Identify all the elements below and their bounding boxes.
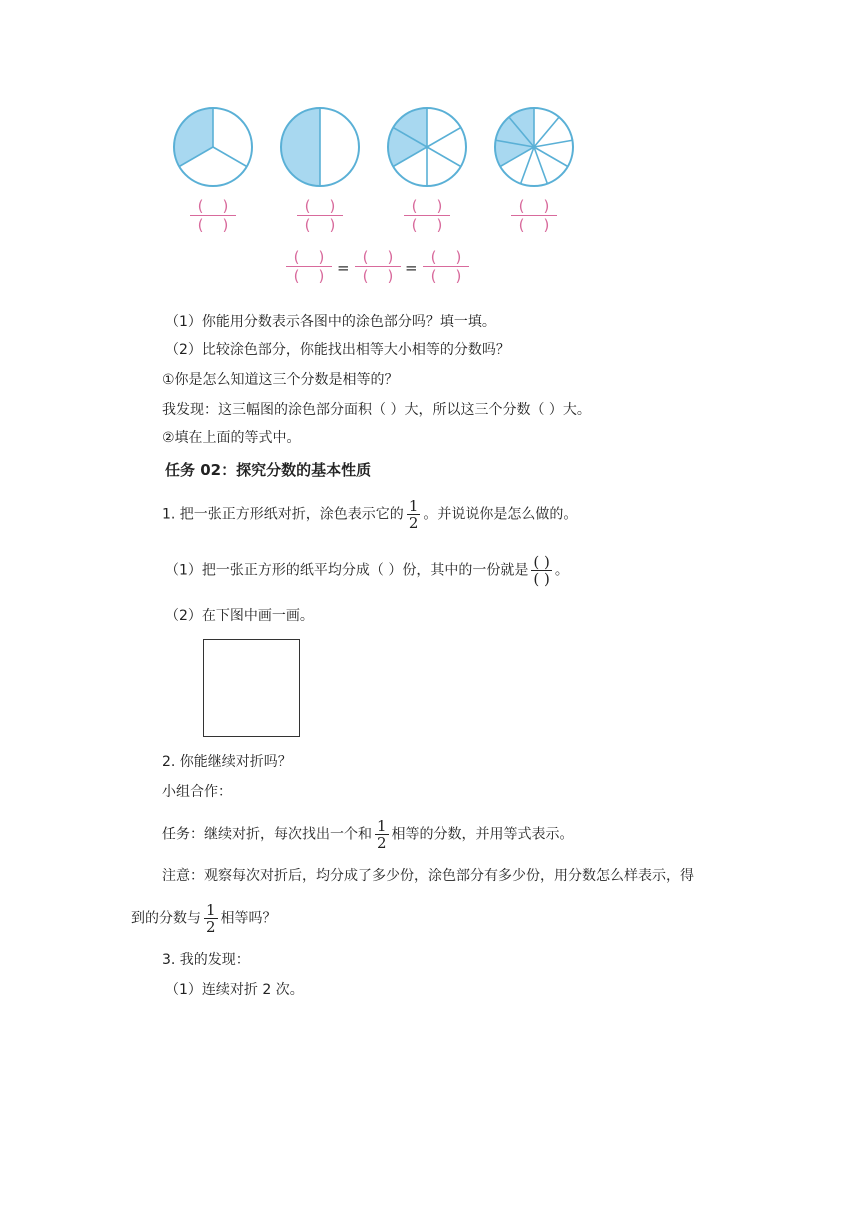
blank-denominator: ( ): [197, 216, 229, 234]
fraction-denominator: 2: [377, 834, 387, 852]
blank-fraction: [531, 554, 551, 587]
note-line-2: [131, 902, 277, 935]
blank-fraction-1: [190, 197, 236, 234]
pie-1: [174, 108, 252, 186]
blank-denominator: ( ): [430, 267, 462, 285]
note-line-2-end: 相等吗？: [220, 910, 277, 927]
equation-fraction-1: [286, 248, 332, 285]
task-text-end: 相等的分数，并用等式表示。: [391, 826, 574, 843]
group-work-label: 小组合作：: [162, 784, 232, 800]
drawing-square: [203, 639, 300, 737]
fraction-numerator: 1: [408, 497, 419, 515]
shaded-sector: [281, 108, 320, 186]
blank-numerator: ( ): [404, 197, 450, 216]
item-3: 3. 我的发现：: [162, 952, 250, 968]
blank-fraction-2: [297, 197, 343, 234]
blank-numerator: ( ): [286, 248, 332, 267]
note-line-1: 注意：观察每次对折后，均分成了多少份，涂色部分有多少份，用分数怎么样表示，得: [162, 868, 694, 884]
pie-3: [388, 108, 466, 186]
fraction-numerator: ( ): [533, 553, 550, 571]
fraction-numerator: 1: [206, 901, 216, 919]
blank-denominator: ( ): [362, 267, 394, 285]
sector-divider: [213, 147, 247, 167]
question-2a: ①你是怎么知道这三个分数是相等的？: [162, 372, 399, 388]
task-02-title: 任务 02：探究分数的基本性质: [165, 461, 372, 479]
fraction-one-half: [375, 818, 389, 851]
item-1-text-end: 。并说说你是怎么做的。: [423, 506, 578, 523]
item-1-1-end: 。: [554, 562, 569, 579]
blank-denominator: ( ): [411, 216, 443, 234]
blank-denominator: ( ): [518, 216, 550, 234]
fraction-one-half: [407, 498, 421, 531]
sector-divider: [534, 147, 568, 167]
fraction-one-half: [204, 902, 218, 935]
task-text-start: 任务：继续对折，每次找出一个和: [162, 826, 372, 843]
fraction-denominator: 2: [206, 918, 216, 936]
fraction-denominator: 2: [408, 514, 419, 532]
equation-fraction-3: [423, 248, 469, 285]
blank-numerator: ( ): [190, 197, 236, 216]
sector-divider: [427, 147, 461, 167]
equals-sign-2: =: [405, 259, 418, 277]
blank-numerator: ( ): [423, 248, 469, 267]
blank-denominator: ( ): [293, 267, 325, 285]
fraction-denominator: ( ): [533, 570, 550, 588]
blank-numerator: ( ): [297, 197, 343, 216]
sector-divider: [534, 147, 547, 184]
equation-fraction-2: [355, 248, 401, 285]
blank-numerator: ( ): [511, 197, 557, 216]
blank-fraction-3: [404, 197, 450, 234]
item-2: 2. 你能继续对折吗？: [162, 754, 292, 770]
blank-numerator: ( ): [355, 248, 401, 267]
question-2b: ②填在上面的等式中。: [162, 430, 301, 446]
item-1: [162, 498, 577, 531]
item-1-1: [165, 554, 569, 587]
pie-2: [281, 108, 359, 186]
question-2: （2）比较涂色部分，你能找出相等大小相等的分数吗？: [165, 342, 510, 358]
item-1-1-text: （1）把一张正方形的纸平均分成（ ）份，其中的一份就是: [165, 562, 529, 579]
sector-divider: [427, 128, 461, 148]
task-text: [162, 818, 574, 851]
item-1-text: 1. 把一张正方形纸对折，涂色表示它的: [162, 506, 404, 523]
fraction-numerator: 1: [377, 817, 387, 835]
equals-sign-1: =: [337, 259, 350, 277]
discovery-text: 我发现：这三幅图的涂色部分面积（ ）大，所以这三个分数（ ）大。: [162, 402, 591, 418]
item-3-1: （1）连续对折 2 次。: [165, 982, 304, 998]
pie-4: [495, 108, 573, 186]
blank-fraction-4: [511, 197, 557, 234]
question-1: （1）你能用分数表示各图中的涂色部分吗？填一填。: [165, 314, 496, 330]
item-1-2: （2）在下图中画一画。: [165, 608, 314, 624]
note-line-2-start: 到的分数与: [131, 910, 201, 927]
blank-denominator: ( ): [304, 216, 336, 234]
